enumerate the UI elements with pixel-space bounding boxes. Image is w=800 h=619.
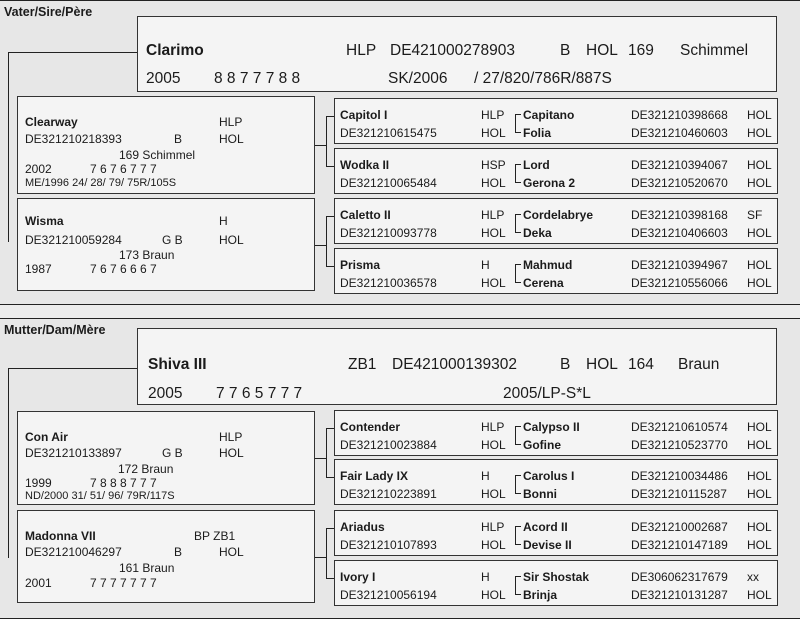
great-grandparent-dam-id: DE321210131287	[631, 588, 728, 602]
great-grandparent-sire-id: DE321210394067	[631, 158, 728, 172]
grandparent-studbook: HOL	[481, 226, 506, 240]
sire-sire-breed: HLP	[219, 115, 243, 129]
great-grandparent-bracket	[515, 132, 521, 133]
grandparent-studbook: HOL	[481, 276, 506, 290]
great-grandparent-sire-name: Carolus I	[523, 469, 575, 483]
great-grandparent-sire-name: Calypso II	[523, 420, 580, 434]
parent-connector	[315, 145, 326, 146]
great-grandparent-bracket	[515, 282, 521, 283]
sire-dam-scores: 7 6 7 6 6 6 7	[90, 262, 157, 276]
sire-name: Clarimo	[146, 42, 204, 59]
dam-year: 2005	[148, 385, 183, 402]
grandparent-name: Fair Lady IX	[340, 469, 409, 483]
dam-dam-studbook: HOL	[219, 545, 244, 559]
great-grandparent-sire-name: Cordelabrye	[523, 208, 594, 222]
great-grandparent-sire-studbook: HOL	[747, 158, 772, 172]
grandparent-name: Ivory I	[340, 570, 376, 584]
sire-color: Schimmel	[680, 42, 749, 59]
grandparent-card	[334, 510, 778, 556]
dam-id: DE421000139302	[392, 356, 517, 373]
grandparent-card	[334, 459, 778, 505]
grandparent-id: DE321210065484	[340, 176, 437, 190]
great-grandparent-sire-id: DE321210394967	[631, 258, 728, 272]
sire-perf-2: / 27/820/786R/887S	[474, 70, 612, 87]
dam-height: 164	[628, 356, 654, 373]
great-grandparent-dam-name: Cerena	[523, 276, 564, 290]
great-grandparent-bracket	[515, 526, 521, 527]
dam-dam-sex: B	[174, 545, 183, 559]
great-grandparent-bracket	[515, 232, 521, 233]
great-grandparent-dam-studbook: HOL	[747, 276, 772, 290]
grandparent-breed: HLP	[481, 520, 505, 534]
great-grandparent-bracket	[515, 164, 516, 182]
dam-sire-breed: HLP	[219, 430, 243, 444]
great-grandparent-bracket	[515, 526, 516, 544]
great-grandparent-dam-studbook: HOL	[747, 126, 772, 140]
sire-perf-1: SK/2006	[388, 70, 448, 87]
grandparent-id: DE321210056194	[340, 588, 437, 602]
sire-sire-height-color: 169 Schimmel	[119, 148, 196, 162]
dam-sire-studbook: HOL	[219, 446, 244, 460]
sire-section-label: Vater/Sire/Père	[4, 5, 93, 19]
great-grandparent-dam-name: Gofine	[523, 438, 561, 452]
grandparent-card	[334, 198, 778, 244]
dam-sire-card	[17, 411, 315, 505]
grandparent-name: Wodka II	[340, 158, 390, 172]
parent-connector	[326, 528, 327, 578]
grandparent-card	[334, 410, 778, 456]
sire-connector	[8, 52, 138, 53]
great-grandparent-bracket	[515, 114, 521, 115]
grandparent-breed: HLP	[481, 108, 505, 122]
great-grandparent-dam-name: Devise II	[523, 538, 572, 552]
sire-height: 169	[628, 42, 654, 59]
great-grandparent-sire-id: DE321210398168	[631, 208, 728, 222]
great-grandparent-dam-name: Gerona 2	[523, 176, 576, 190]
sire-dam-card	[17, 198, 315, 291]
grandparent-studbook: HOL	[481, 487, 506, 501]
dam-sire-year: 1999	[25, 476, 52, 490]
grandparent-studbook: HOL	[481, 438, 506, 452]
grandparent-breed: H	[481, 258, 490, 272]
great-grandparent-bracket	[515, 493, 521, 494]
parent-connector	[315, 458, 326, 459]
sire-sire-perf: ME/1996 24/ 28/ 79/ 75R/105S	[25, 177, 177, 189]
great-grandparent-dam-studbook: HOL	[747, 226, 772, 240]
great-grandparent-sire-studbook: SF	[747, 208, 763, 222]
great-grandparent-sire-studbook: HOL	[747, 108, 772, 122]
sire-sire-studbook: HOL	[219, 132, 244, 146]
great-grandparent-bracket	[515, 214, 521, 215]
grandparent-studbook: HOL	[481, 588, 506, 602]
grandparent-studbook: HOL	[481, 538, 506, 552]
parent-connector	[326, 116, 327, 166]
dam-sire-id: DE321210133897	[25, 446, 122, 460]
grandparent-name: Ariadus	[340, 520, 385, 534]
great-grandparent-bracket	[515, 264, 516, 282]
dam-sire-perf: ND/2000 31/ 51/ 96/ 79R/117S	[25, 490, 175, 502]
great-grandparent-sire-studbook: HOL	[747, 258, 772, 272]
great-grandparent-sire-studbook: HOL	[747, 469, 772, 483]
parent-connector	[315, 557, 326, 558]
great-grandparent-dam-id: DE321210115287	[631, 487, 727, 501]
sire-year: 2005	[146, 70, 181, 87]
great-grandparent-sire-studbook: HOL	[747, 520, 772, 534]
grandparent-breed: H	[481, 469, 490, 483]
great-grandparent-bracket	[515, 426, 516, 444]
dam-connector	[8, 368, 138, 369]
great-grandparent-dam-studbook: HOL	[747, 176, 772, 190]
great-grandparent-dam-studbook: HOL	[747, 588, 772, 602]
sire-dam-studbook: HOL	[219, 233, 244, 247]
grandparent-card	[334, 98, 778, 144]
sire-dam-height-color: 173 Braun	[119, 248, 175, 262]
great-grandparent-sire-name: Sir Shostak	[523, 570, 590, 584]
great-grandparent-dam-id: DE321210460603	[631, 126, 728, 140]
great-grandparent-bracket	[515, 444, 521, 445]
dam-studbook: HOL	[586, 356, 618, 373]
sire-dam-year: 1987	[25, 262, 52, 276]
dam-sire-scores: 7 8 8 8 7 7 7	[90, 476, 157, 490]
grandparent-name: Prisma	[340, 258, 381, 272]
great-grandparent-dam-studbook: HOL	[747, 538, 772, 552]
dam-dam-height-color: 161 Braun	[119, 561, 175, 575]
dam-sire-name: Con Air	[25, 430, 68, 444]
grandparent-id: DE321210036578	[340, 276, 437, 290]
great-grandparent-dam-id: DE321210523770	[631, 438, 728, 452]
great-grandparent-bracket	[515, 426, 521, 427]
dam-scores: 7 7 6 5 7 7 7	[216, 385, 303, 402]
great-grandparent-dam-studbook: HOL	[747, 487, 772, 501]
great-grandparent-sire-id: DE321210398668	[631, 108, 728, 122]
sire-sire-name: Clearway	[25, 115, 78, 129]
great-grandparent-dam-id: DE321210147189	[631, 538, 728, 552]
great-grandparent-bracket	[515, 594, 521, 595]
great-grandparent-bracket	[515, 475, 521, 476]
grandparent-id: DE321210107893	[340, 538, 437, 552]
great-grandparent-bracket	[515, 475, 516, 493]
dam-perf-2: 2005/LP-S*L	[503, 385, 591, 402]
dam-sex: B	[560, 356, 571, 373]
sire-dam-breed: H	[219, 214, 228, 228]
grandparent-id: DE321210093778	[340, 226, 437, 240]
great-grandparent-bracket	[515, 182, 521, 183]
grandparent-studbook: HOL	[481, 176, 506, 190]
sire-sire-year: 2002	[25, 162, 52, 176]
great-grandparent-sire-name: Mahmud	[523, 258, 573, 272]
great-grandparent-dam-id: DE321210406603	[631, 226, 728, 240]
great-grandparent-sire-name: Lord	[523, 158, 550, 172]
great-grandparent-dam-name: Deka	[523, 226, 552, 240]
great-grandparent-sire-studbook: xx	[747, 570, 759, 584]
sire-sex: B	[560, 42, 571, 59]
great-grandparent-sire-name: Acord II	[523, 520, 568, 534]
grandparent-name: Caletto II	[340, 208, 391, 222]
great-grandparent-dam-id: DE321210520670	[631, 176, 728, 190]
dam-sire-height-color: 172 Braun	[118, 462, 174, 476]
sire-connector	[8, 52, 9, 242]
dam-dam-name: Madonna VII	[25, 529, 96, 543]
grandparent-studbook: HOL	[481, 126, 506, 140]
dam-connector	[8, 368, 9, 558]
sire-id: DE421000278903	[390, 42, 515, 59]
great-grandparent-sire-id: DE321210610574	[631, 420, 728, 434]
great-grandparent-sire-id: DE321210002687	[631, 520, 728, 534]
dam-breed: ZB1	[348, 356, 377, 373]
great-grandparent-sire-id: DE306062317679	[631, 570, 728, 584]
great-grandparent-dam-name: Bonni	[523, 487, 557, 501]
grandparent-card	[334, 560, 778, 606]
great-grandparent-bracket	[515, 164, 521, 165]
great-grandparent-bracket	[515, 544, 521, 545]
grandparent-id: DE321210023884	[340, 438, 437, 452]
dam-color: Braun	[678, 356, 720, 373]
sire-breed: HLP	[346, 42, 377, 59]
grandparent-id: DE321210615475	[340, 126, 437, 140]
grandparent-breed: H	[481, 570, 490, 584]
dam-name: Shiva III	[148, 356, 207, 373]
dam-dam-year: 2001	[25, 576, 52, 590]
great-grandparent-bracket	[515, 576, 516, 594]
great-grandparent-dam-name: Brinja	[523, 588, 558, 602]
sire-sire-scores: 7 6 7 6 7 7 7	[90, 162, 157, 176]
dam-dam-breed: BP ZB1	[194, 529, 236, 543]
great-grandparent-bracket	[515, 114, 516, 132]
grandparent-card	[334, 248, 778, 294]
parent-connector	[315, 245, 326, 246]
great-grandparent-bracket	[515, 264, 521, 265]
parent-connector	[326, 216, 327, 266]
sire-main-card	[137, 16, 777, 92]
grandparent-name: Capitol I	[340, 108, 388, 122]
grandparent-breed: HLP	[481, 208, 505, 222]
great-grandparent-dam-name: Folia	[523, 126, 552, 140]
great-grandparent-sire-name: Capitano	[523, 108, 575, 122]
sire-sire-sex: B	[174, 132, 183, 146]
grandparent-name: Contender	[340, 420, 400, 434]
parent-connector	[326, 428, 327, 477]
dam-section-label: Mutter/Dam/Mère	[4, 323, 106, 337]
great-grandparent-bracket	[515, 576, 521, 577]
dam-dam-card	[17, 510, 315, 603]
grandparent-id: DE321210223891	[340, 487, 437, 501]
grandparent-breed: HLP	[481, 420, 505, 434]
dam-sire-sex: G B	[162, 446, 183, 460]
sire-dam-name: Wisma	[25, 214, 64, 228]
great-grandparent-bracket	[515, 214, 516, 232]
great-grandparent-sire-studbook: HOL	[747, 420, 772, 434]
great-grandparent-dam-id: DE321210556066	[631, 276, 728, 290]
grandparent-card	[334, 148, 778, 194]
dam-main-card	[137, 328, 777, 405]
grandparent-breed: HSP	[481, 158, 506, 172]
dam-dam-scores: 7 7 7 7 7 7 7	[90, 576, 157, 590]
sire-sire-card	[17, 96, 315, 194]
great-grandparent-dam-studbook: HOL	[747, 438, 772, 452]
sire-sire-id: DE321210218393	[25, 132, 122, 146]
sire-dam-sex: G B	[162, 233, 183, 247]
dam-dam-id: DE321210046297	[25, 545, 122, 559]
sire-studbook: HOL	[586, 42, 618, 59]
sire-scores: 8 8 7 7 7 8 8	[214, 70, 301, 87]
sire-dam-id: DE321210059284	[25, 233, 122, 247]
great-grandparent-sire-id: DE321210034486	[631, 469, 728, 483]
